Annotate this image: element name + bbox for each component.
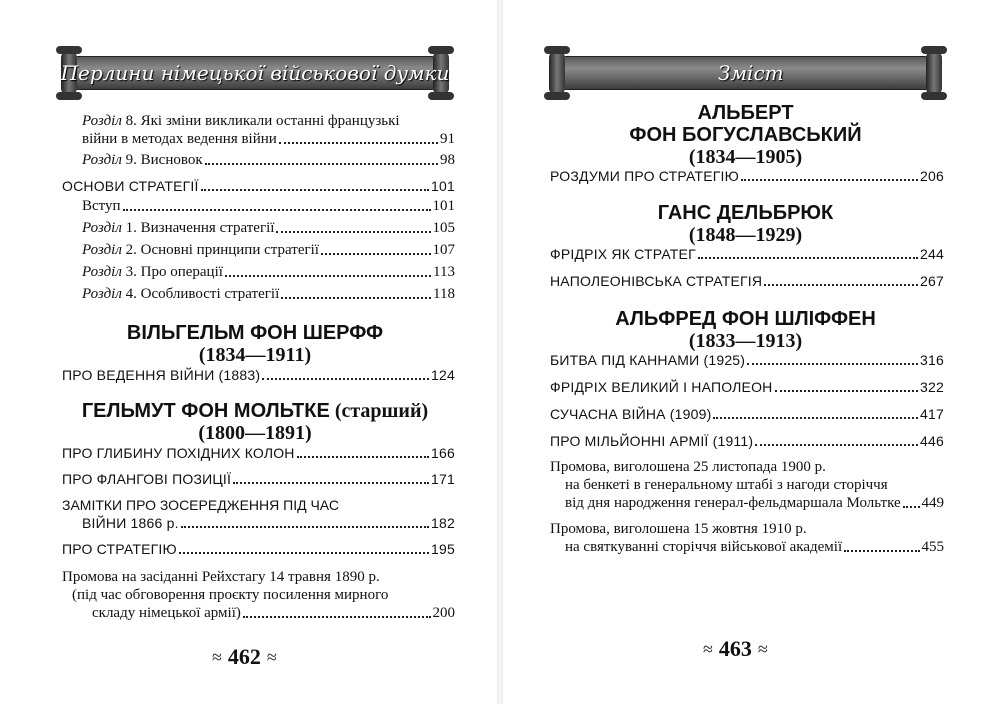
left-banner-title: Перлини німецької військової думки xyxy=(60,61,450,85)
toc-entry-zamitky[interactable]: ВІЙНИ 1866 р. 182 xyxy=(82,515,455,531)
toc-entry-stratehiia[interactable]: ПРО СТРАТЕГІЮ 195 xyxy=(62,541,455,557)
left-banner xyxy=(55,50,455,96)
toc-entry-speech2[interactable]: на святкуванні сторіччя військової академії 455 xyxy=(565,539,944,555)
page-number: 182 xyxy=(431,515,455,531)
speech2-line1[interactable]: Промова, виголошена 15 жовтня 1910 р. xyxy=(550,521,807,537)
toc-entry-rozdumy[interactable]: РОЗДУМИ ПРО СТРАТЕГІЮ 206 xyxy=(550,168,944,184)
page-number: 449 xyxy=(921,495,944,511)
toc-entry-ch8[interactable]: війни в методах ведення війни 91 xyxy=(82,131,455,147)
page-folio-right: ≈ 463 ≈ xyxy=(703,636,768,661)
ornament-left-icon: ≈ xyxy=(703,638,713,659)
page-number: 455 xyxy=(921,539,944,555)
right-banner xyxy=(543,50,948,96)
speech1-line2: на бенкеті в генеральному штабі з нагоди сторіччя xyxy=(565,477,888,493)
author-heading-boguslawski: АЛЬБЕРТ ФОН БОГУСЛАВСЬКИЙ (1834—1905) xyxy=(629,102,862,168)
toc-entry-napoleonivska[interactable]: НАПОЛЕОНІВСЬКА СТРАТЕГІЯ 267 xyxy=(550,273,944,289)
right-page xyxy=(503,0,999,704)
toc-entry-hlybyna[interactable]: ПРО ГЛИБИНУ ПОХІДНИХ КОЛОН 166 xyxy=(62,445,455,461)
right-banner-title: Зміст xyxy=(718,61,784,85)
toc-entry-ch2[interactable]: Розділ 2. Основні принципи стратегії 107 xyxy=(82,242,455,258)
page-number: 98 xyxy=(440,152,455,168)
page-number: 267 xyxy=(920,273,944,289)
toc-entry-ch4[interactable]: Розділ 4. Особливості стратегії 118 xyxy=(82,286,455,302)
speech1-line1[interactable]: Промова, виголошена 25 листопада 1900 р. xyxy=(550,459,826,475)
toc-entry-fridrikh-stratehist[interactable]: ФРІДРІХ ЯК СТРАТЕГ 244 xyxy=(550,246,944,262)
toc-entry-speech1[interactable]: від дня народження генерал-фельдмаршала Мольтке 449 xyxy=(565,495,944,511)
author-heading-scherff: ВІЛЬГЕЛЬМ ФОН ШЕРФФ (1834—1911) xyxy=(126,322,384,366)
toc-entry-speech[interactable]: складу німецької армії) 200 xyxy=(92,605,455,621)
page-number: 171 xyxy=(431,471,455,487)
page-number: 322 xyxy=(920,379,944,395)
page-number: 105 xyxy=(432,220,455,236)
toc-entry-kanny[interactable]: БИТВА ПІД КАННАМИ (1925) 316 xyxy=(550,352,944,368)
toc-entry-ch1[interactable]: Розділ 1. Визначення стратегії 105 xyxy=(82,220,455,236)
page-number: 113 xyxy=(433,264,455,280)
page-number: 316 xyxy=(920,352,944,368)
toc-entry-vedennia[interactable]: ПРО ВЕДЕННЯ ВІЙНИ (1883) 124 xyxy=(62,367,455,383)
page-number: 200 xyxy=(432,605,455,621)
toc-entry-ch9[interactable]: Розділ 9. Висновок 98 xyxy=(82,152,455,168)
page-number: 107 xyxy=(432,242,455,258)
left-page xyxy=(0,0,497,704)
page-number: 417 xyxy=(920,406,944,422)
toc-entry-fridrikh-napoleon[interactable]: ФРІДРІХ ВЕЛИКИЙ І НАПОЛЕОН 322 xyxy=(550,379,944,395)
speech-line1[interactable]: Промова на засіданні Рейхстагу 14 травня 1890 р. xyxy=(62,569,380,585)
author-heading-moltke: ГЕЛЬМУТ ФОН МОЛЬТКЕ (старший) (1800—1891) xyxy=(81,400,429,444)
speech-line2: (під час обговорення проєкту посилення мирного xyxy=(72,587,389,603)
page-number: 91 xyxy=(440,131,455,147)
ornament-left-icon: ≈ xyxy=(212,646,222,667)
page-number: 195 xyxy=(431,541,455,557)
toc-entry-flanhovi[interactable]: ПРО ФЛАНГОВІ ПОЗИЦІЇ 171 xyxy=(62,471,455,487)
page-number: 244 xyxy=(920,246,944,262)
ornament-right-icon: ≈ xyxy=(757,638,768,659)
page-folio-left: ≈ 462 ≈ xyxy=(212,644,277,669)
toc-entry-miljonni[interactable]: ПРО МІЛЬЙОННІ АРМІЇ (1911) 446 xyxy=(550,433,944,449)
toc-entry-zamitky-line1[interactable]: ЗАМІТКИ ПРО ЗОСЕРЕДЖЕННЯ ПІД ЧАС xyxy=(62,497,339,513)
page-number: 101 xyxy=(432,198,455,214)
toc-entry-suchasna[interactable]: СУЧАСНА ВІЙНА (1909) 417 xyxy=(550,406,944,422)
page-number: 166 xyxy=(431,445,455,461)
ornament-right-icon: ≈ xyxy=(266,646,277,667)
author-heading-delbrueck: ГАНС ДЕЛЬБРЮК (1848—1929) xyxy=(657,202,834,246)
page-number: 446 xyxy=(920,433,944,449)
page-number: 101 xyxy=(431,178,455,194)
page-number: 118 xyxy=(433,286,455,302)
page-number: 206 xyxy=(920,168,944,184)
toc-entry-ch8-line1[interactable]: Розділ 8. Які зміни викликали останні французькі xyxy=(82,113,400,129)
toc-entry-osnovy[interactable]: ОСНОВИ СТРАТЕГІЇ 101 xyxy=(62,178,455,194)
author-heading-schlieffen: АЛЬФРЕД ФОН ШЛІФФЕН (1833—1913) xyxy=(615,308,876,352)
toc-entry-ch3[interactable]: Розділ 3. Про операції 113 xyxy=(82,264,455,280)
page-number: 124 xyxy=(431,367,455,383)
toc-entry-vstup[interactable]: Вступ 101 xyxy=(82,198,455,214)
